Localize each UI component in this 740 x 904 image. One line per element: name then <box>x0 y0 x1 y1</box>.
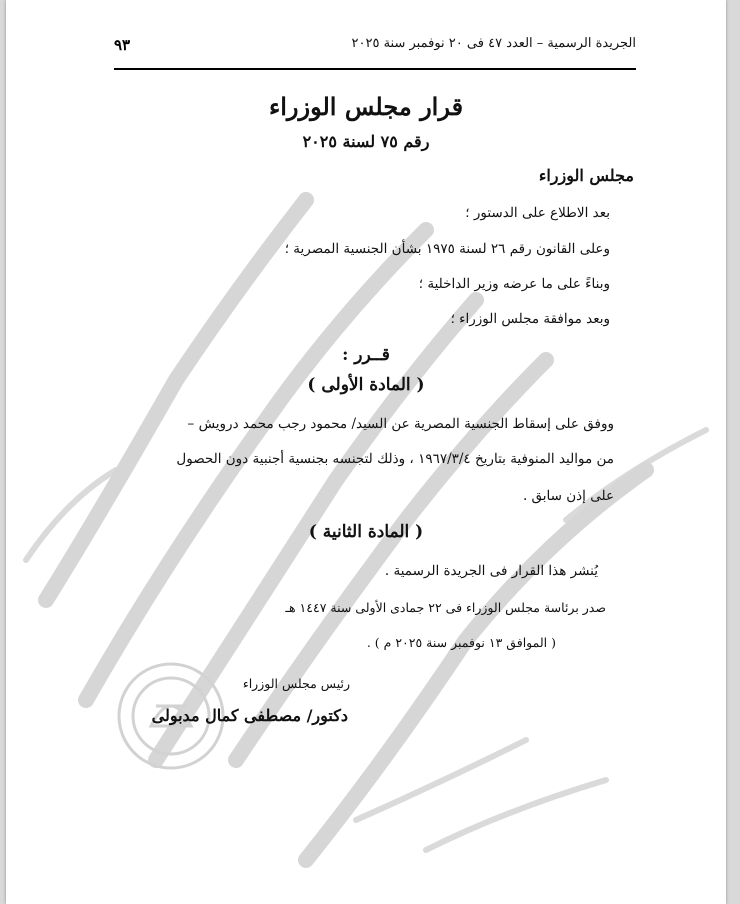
issuance-line: صدر برئاسة مجلس الوزراء فى ٢٢ جمادى الأولى سنة ١٤٤٧ هـ <box>285 600 606 615</box>
article-1-line: من مواليد المنوفية بتاريخ ١٩٦٧/٣/٤ ، وذلك لتجنسه بجنسية أجنبية دون الحصول <box>176 451 614 467</box>
issuer-heading: مجلس الوزراء <box>538 166 634 185</box>
article-2-text: يُنشر هذا القرار فى الجريدة الرسمية . <box>384 563 598 579</box>
document-title: قرار مجلس الوزراء <box>268 92 464 121</box>
page-header <box>114 32 636 70</box>
document-number: رقم ٧٥ لسنة ٢٠٢٥ <box>302 132 430 151</box>
preamble-line: وبعد موافقة مجلس الوزراء ؛ <box>450 311 610 327</box>
article-1-line: على إذن سابق . <box>522 488 614 504</box>
gazette-page <box>6 0 726 904</box>
issuance-gregorian-line: ( الموافق ١٣ نوفمبر سنة ٢٠٢٥ م ) . <box>366 635 556 650</box>
preamble-line: بعد الاطلاع على الدستور ؛ <box>465 205 610 221</box>
decided-heading: قــرر : <box>342 345 390 365</box>
article-1-line: ووفق على إسقاط الجنسية المصرية عن السيد/ محمود رجب محمد درويش – <box>187 416 614 432</box>
article-2-heading: ( المادة الثانية ) <box>308 522 424 542</box>
article-1-heading: ( المادة الأولى ) <box>307 375 425 395</box>
page-number: ٩٣ <box>114 36 131 54</box>
preamble-line: وعلى القانون رقم ٢٦ لسنة ١٩٧٥ بشأن الجنسية المصرية ؛ <box>284 241 610 257</box>
preamble-line: وبناءً على ما عرضه وزير الداخلية ؛ <box>418 276 610 292</box>
signer-title: رئيس مجلس الوزراء <box>242 676 350 691</box>
gazette-issue-line: الجريدة الرسمية – العدد ٤٧ فى ٢٠ نوفمبر سنة ٢٠٢٥ <box>351 36 636 51</box>
signer-name: دكتور/ مصطفى كمال مدبولى <box>151 706 348 725</box>
